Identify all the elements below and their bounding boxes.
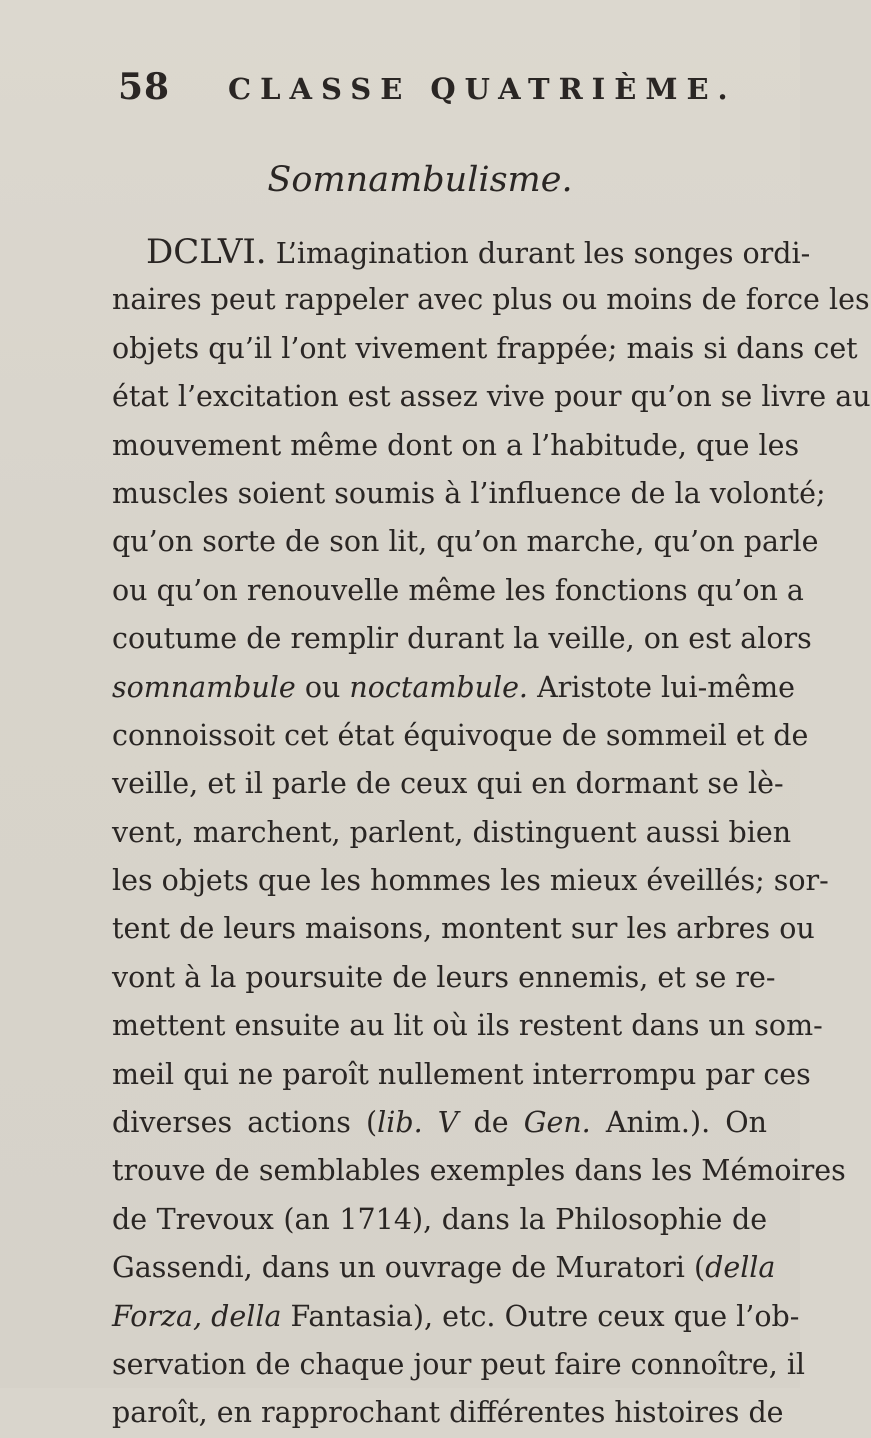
- paragraph-line: diverses actions (lib. V de Gen. Anim.). On: [112, 1106, 768, 1140]
- paragraph-line: DCLVI. L’imagination durant les songes ordi-: [146, 232, 811, 272]
- paragraph-line: tent de leurs maisons, montent sur les arbres ou: [112, 912, 815, 946]
- paragraph-line: Forza, della Fantasia), etc. Outre ceux que l’ob-: [112, 1299, 800, 1333]
- paragraph-line: paroît, en rapprochant différentes histoires de: [112, 1396, 784, 1430]
- paragraph-line: objets qu’il l’ont vivement frappée; mais si dans cet: [112, 331, 858, 365]
- paragraph-line: mettent ensuite au lit où ils restent dans un som-: [112, 1009, 823, 1043]
- paragraph-line: connoissoit cet état équivoque de sommeil et de: [112, 718, 809, 752]
- paragraph-line: servation de chaque jour peut faire connoître, il: [112, 1347, 806, 1381]
- paragraph-line: les objets que les hommes les mieux éveillés; sor-: [112, 864, 829, 898]
- paragraph-line: veille, et il parle de ceux qui en dormant se lè-: [112, 767, 784, 801]
- section-title: Somnambulisme.: [267, 160, 573, 200]
- paragraph-line: meil qui ne paroît nullement interrompu par ces: [112, 1057, 811, 1091]
- paragraph-line: trouve de semblables exemples dans les Mémoires: [112, 1154, 846, 1188]
- paragraph-line: qu’on sorte de son lit, qu’on marche, qu’on parle: [112, 525, 819, 559]
- paragraph-line: vent, marchent, parlent, distinguent aussi bien: [112, 815, 792, 849]
- paragraph-line: somnambule ou noctambule. Aristote lui-même: [112, 670, 796, 704]
- paragraph-line: coutume de remplir durant la veille, on est alors: [112, 622, 812, 656]
- paragraph-line: Gassendi, dans un ouvrage de Muratori (della: [112, 1251, 776, 1285]
- paragraph-line: ou qu’on renouvelle même les fonctions qu’on a: [112, 573, 804, 607]
- running-head: CLASSE QUATRIÈME.: [228, 72, 737, 106]
- page-number: 58: [118, 66, 171, 108]
- paragraph-line: vont à la poursuite de leurs ennemis, et se re-: [112, 960, 776, 994]
- paragraph-line: mouvement même dont on a l’habitude, que les: [112, 428, 800, 462]
- paragraph-line: naires peut rappeler avec plus ou moins de force les: [112, 283, 870, 317]
- paragraph-number: DCLVI.: [146, 232, 267, 272]
- paragraph-line: muscles soient soumis à l’influence de la volonté;: [112, 476, 826, 510]
- paragraph-line: état l’excitation est assez vive pour qu’on se livre au: [112, 380, 871, 414]
- paragraph-line: de Trevoux (an 1714), dans la Philosophie de: [112, 1202, 768, 1236]
- page-header: [118, 66, 758, 116]
- paragraph: [112, 228, 871, 1438]
